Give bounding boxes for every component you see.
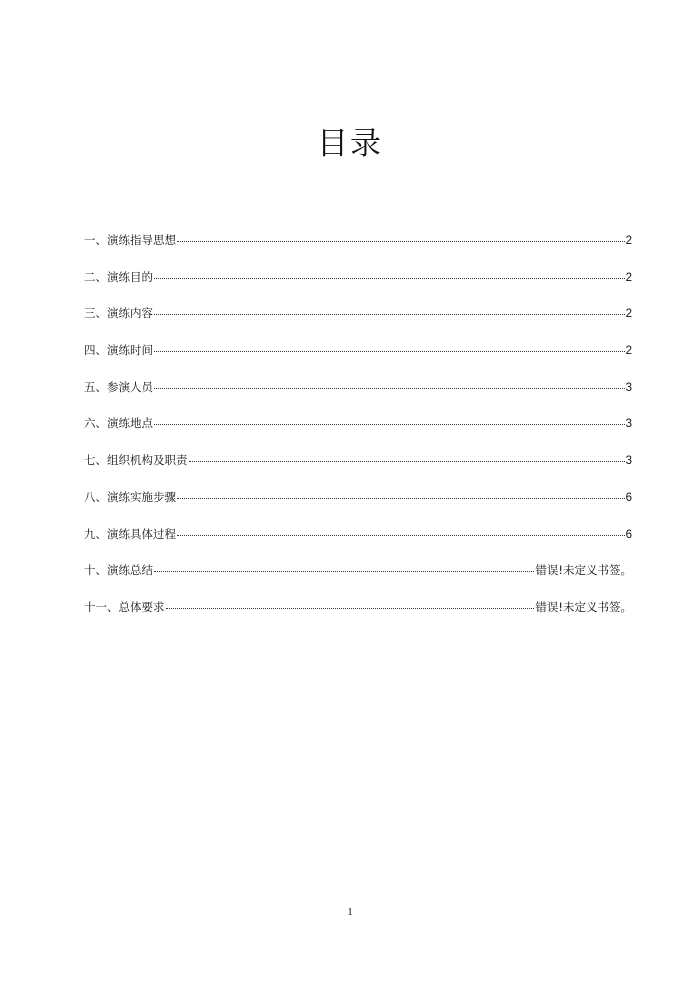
toc-entry-text: 五、参演人员 [84, 379, 153, 394]
toc-list [84, 232, 632, 636]
toc-entry-text: 十、演练总结 [84, 563, 153, 578]
toc-entry-5[interactable] [84, 379, 632, 416]
toc-entry-page: 6 [625, 528, 632, 541]
toc-entry-page: 2 [625, 308, 632, 321]
toc-dot-leader [177, 498, 625, 499]
toc-entry-4[interactable] [84, 342, 632, 379]
toc-title: 目录 [317, 126, 383, 162]
toc-entry-text: 三、演练内容 [84, 306, 153, 321]
toc-dot-leader [177, 241, 625, 242]
toc-entry-text: 二、演练目的 [84, 269, 153, 284]
toc-entry-page: 3 [625, 455, 632, 468]
toc-entry-page: 2 [625, 271, 632, 284]
toc-entry-text: 一、演练指导思想 [84, 233, 176, 247]
toc-entry-10[interactable] [84, 562, 632, 599]
toc-dot-leader [177, 535, 625, 536]
toc-dot-leader [154, 571, 534, 572]
toc-entry-1[interactable] [84, 232, 632, 269]
toc-dot-leader [154, 388, 625, 389]
toc-entry-8[interactable] [84, 489, 632, 526]
toc-entry-2[interactable] [84, 269, 632, 306]
toc-dot-leader [189, 461, 625, 462]
toc-entry-text: 十一、总体要求 [84, 599, 165, 614]
toc-dot-leader [154, 314, 625, 315]
toc-entry-3[interactable] [84, 305, 632, 342]
toc-entry-page: 6 [625, 491, 632, 504]
toc-entry-6[interactable] [84, 415, 632, 452]
toc-dot-leader [166, 608, 535, 609]
toc-entry-text: 九、演练具体过程 [84, 526, 176, 541]
toc-dot-leader [154, 278, 625, 279]
toc-entry-11[interactable] [84, 599, 632, 636]
toc-entry-page: 3 [625, 418, 632, 431]
toc-entry-page: 3 [625, 381, 632, 394]
page-number: 1 [347, 906, 353, 918]
toc-entry-text: 八、演练实施步骤 [84, 489, 176, 504]
toc-entry-text: 六、演练地点 [84, 416, 153, 431]
toc-entry-page-error: 错误!未定义书签。 [535, 563, 632, 578]
toc-entry-7[interactable] [84, 452, 632, 489]
toc-entry-page: 2 [625, 235, 632, 247]
toc-entry-page: 2 [625, 345, 632, 358]
toc-dot-leader [154, 424, 625, 425]
toc-entry-text: 七、组织机构及职责 [84, 453, 188, 468]
toc-entry-9[interactable] [84, 526, 632, 563]
toc-entry-page-error: 错误!未定义书签。 [535, 599, 632, 614]
toc-dot-leader [154, 351, 625, 352]
toc-entry-text: 四、演练时间 [84, 343, 153, 358]
